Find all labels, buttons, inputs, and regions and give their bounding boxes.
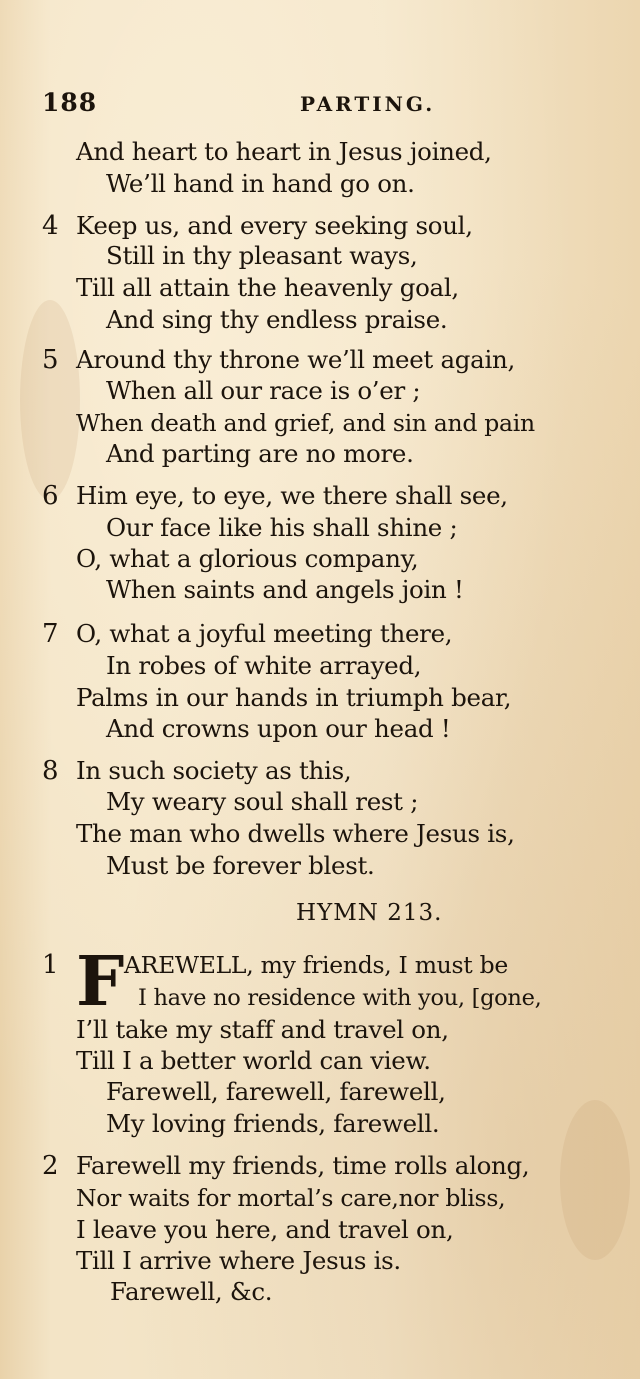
page-header [42,88,602,118]
verse-line: Keep us, and every seeking soul, [76,211,473,240]
verse-line: Farewell, farewell, farewell, [106,1077,446,1106]
verse-line: Our face like his shall shine ; [106,513,458,542]
running-head: PARTING. [300,92,436,116]
verse-line: In such society as this, [76,756,352,785]
drop-cap: F [76,942,125,1022]
verse-line: Nor waits for mortal’s care,nor bliss, [76,1184,506,1212]
verse-line: When death and grief, and sin and pain [76,409,535,437]
verse-line: And heart to heart in Jesus joined, [76,137,492,166]
verse-line: I’ll take my staff and travel on, [76,1015,449,1044]
stanza-number: 1 [42,950,59,980]
stanza-number: 8 [42,756,59,786]
verse-line: In robes of white arrayed, [106,651,422,680]
verse-line: Him eye, to eye, we there shall see, [76,481,508,510]
verse-line: We’ll hand in hand go on. [106,169,415,198]
verse-line: And parting are no more. [106,439,414,468]
hymn-title: HYMN 213. [296,900,443,926]
stanza-number: 5 [42,345,59,375]
verse-line: Must be forever blest. [106,851,375,880]
verse-line: And crowns upon our head ! [106,714,451,743]
verse-line: Around thy throne we’ll meet again, [76,345,515,374]
stanza-number: 6 [42,481,59,511]
verse-line: My loving friends, farewell. [106,1109,440,1138]
verse-line: Palms in our hands in triumph bear, [76,683,512,712]
verse-line: Farewell my friends, time rolls along, [76,1151,530,1180]
verse-line: And sing thy endless praise. [106,305,448,334]
verse-line: O, what a glorious company, [76,544,419,573]
verse-line: Till I arrive where Jesus is. [76,1246,401,1275]
paper-stain [560,1100,630,1260]
verse-line: AREWELL, my friends, I must be [124,951,508,979]
verse-line: Till I a better world can view. [76,1046,431,1075]
verse-line: O, what a joyful meeting there, [76,619,453,648]
paper-stain [20,300,80,500]
page-number: 188 [42,88,98,117]
stanza-number: 2 [42,1151,59,1181]
verse-line: When all our race is o’er ; [106,376,421,405]
verse-line: I have no residence with you, [gone, [138,985,542,1011]
verse-line: Farewell, &c. [110,1277,273,1306]
verse-line: Till all attain the heavenly goal, [76,273,459,302]
verse-line: I leave you here, and travel on, [76,1215,454,1244]
verse-line: When saints and angels join ! [106,575,464,604]
verse-line: The man who dwells where Jesus is, [76,819,515,848]
verse-line: Still in thy pleasant ways, [106,241,418,270]
stanza-number: 7 [42,619,59,649]
stanza-number: 4 [42,211,59,241]
verse-line: My weary soul shall rest ; [106,787,419,816]
